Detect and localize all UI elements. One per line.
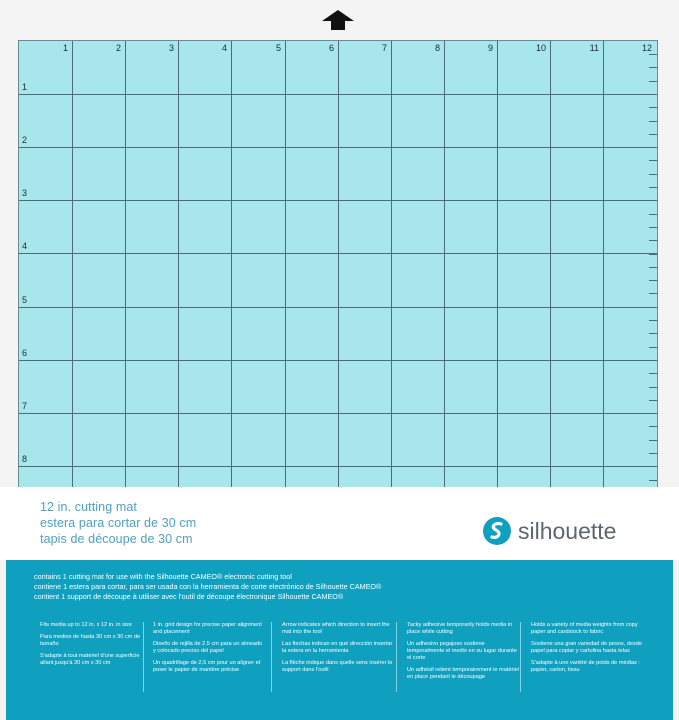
feature-text-en: 1 in. grid design for precise paper alignment and placement xyxy=(153,622,262,635)
feature-text-fr: S'adapte à tout matériel d'une superficie allant jusqu'à 30 cm x 30 cm xyxy=(40,653,140,666)
ruler-tick xyxy=(649,187,657,188)
ruler-tick xyxy=(649,440,657,441)
row-label: 2 xyxy=(22,135,28,145)
column-label: 6 xyxy=(328,43,334,53)
grid-horizontal-line xyxy=(19,94,657,95)
grid-horizontal-line xyxy=(19,360,657,361)
ruler-tick xyxy=(649,307,657,308)
ruler-tick xyxy=(649,214,657,215)
row-label: 5 xyxy=(22,295,28,305)
feature-adhesive xyxy=(407,622,519,686)
grid-vertical-line xyxy=(603,41,604,489)
ruler-tick xyxy=(649,400,657,401)
ruler-tick xyxy=(649,94,657,95)
ruler-tick xyxy=(649,293,657,294)
contains-english: contains 1 cutting mat for use with the Silhouette CAMEO® electronic cutting tool xyxy=(34,572,292,581)
ruler-tick xyxy=(649,67,657,68)
ruler-tick xyxy=(649,147,657,148)
contains-spanish: contiene 1 estera para cortar, para ser usada con la herramienta de corte electrónico de Silhouette CAMEO® xyxy=(34,582,382,591)
feature-text-es: Un adhesivo pegajoso sostiene temporalmente el medio en su lugar durante el corte xyxy=(407,641,517,661)
column-label: 5 xyxy=(275,43,281,53)
grid-horizontal-line xyxy=(19,413,657,414)
feature-text-fr: La flèche indique dans quelle sens insérer le support dans l'outil xyxy=(282,660,393,673)
feature-arrow xyxy=(282,622,394,679)
grid-vertical-line xyxy=(125,41,126,489)
column-label: 9 xyxy=(487,43,493,53)
contains-french: contient 1 support de découpe à utiliser avec l'outil de découpe électronique Silhouette CAMEO® xyxy=(34,592,344,601)
grid-vertical-line xyxy=(231,41,232,489)
ruler-tick xyxy=(649,121,657,122)
ruler-tick xyxy=(649,426,657,427)
feature-divider xyxy=(520,622,521,692)
cutting-grid xyxy=(18,40,658,490)
column-label: 12 xyxy=(641,43,652,53)
brand-name: silhouette xyxy=(518,517,617,544)
ruler-tick xyxy=(649,134,657,135)
feature-text-es: Las flechas indican en qué dirección insertar la estera en la herramienta xyxy=(282,641,393,654)
ruler-tick xyxy=(649,320,657,321)
feature-divider xyxy=(143,622,144,692)
grid-vertical-line xyxy=(178,41,179,489)
row-label: 4 xyxy=(22,241,28,251)
feature-text-en: Tacky adhesive temporarily holds media in place while cutting xyxy=(407,622,513,635)
column-label: 4 xyxy=(221,43,227,53)
title-spanish: estera para cortar de 30 cm xyxy=(40,516,197,530)
column-label: 2 xyxy=(115,43,121,53)
feature-text-en: Fits media up to 12 in. x 12 in. in size xyxy=(40,622,133,628)
up-arrow-icon xyxy=(322,10,354,30)
ruler-tick xyxy=(649,347,657,348)
feature-text-es: Sostiene una gran variedad de pesos, desde papel para copiar y cartulina hasta telas xyxy=(531,641,643,654)
column-label: 11 xyxy=(589,43,599,53)
grid-vertical-line xyxy=(338,41,339,489)
column-label: 3 xyxy=(168,43,174,53)
feature-text-es: Diseño de rejilla de 2.5 cm para un alineado y colocado preciso del papel xyxy=(153,641,263,654)
grid-vertical-line xyxy=(550,41,551,489)
brand-logo xyxy=(482,516,616,546)
row-label: 7 xyxy=(22,401,28,411)
feature-text-en: Arrow indicates which direction to insert the mat into the tool xyxy=(282,622,390,635)
ruler-tick xyxy=(649,466,657,467)
feature-divider xyxy=(396,622,397,692)
ruler-tick xyxy=(649,333,657,334)
title-french: tapis de découpe de 30 cm xyxy=(40,532,193,546)
ruler-tick xyxy=(649,160,657,161)
grid-vertical-line xyxy=(391,41,392,489)
ruler-tick xyxy=(649,453,657,454)
ruler-tick xyxy=(649,107,657,108)
column-label: 8 xyxy=(434,43,440,53)
ruler-tick xyxy=(649,227,657,228)
ruler-tick xyxy=(649,81,657,82)
column-label: 1 xyxy=(62,43,68,53)
row-label: 8 xyxy=(22,454,28,464)
feature-text-en: Holds a variety of media weights from copy paper and cardstock to fabric xyxy=(531,622,638,635)
grid-horizontal-line xyxy=(19,200,657,201)
grid-horizontal-line xyxy=(19,253,657,254)
row-label: 3 xyxy=(22,188,28,198)
row-label: 6 xyxy=(22,348,28,358)
ruler-tick xyxy=(649,174,657,175)
ruler-tick xyxy=(649,413,657,414)
ruler-tick xyxy=(649,360,657,361)
grid-vertical-line xyxy=(444,41,445,489)
ruler-tick xyxy=(649,480,657,481)
feature-text-fr: S'adapte à une variété de poids de médias : papier, carton, tissu xyxy=(531,660,640,673)
ruler-tick xyxy=(649,387,657,388)
ruler-tick xyxy=(649,240,657,241)
grid-horizontal-line xyxy=(19,307,657,308)
grid-vertical-line xyxy=(72,41,73,489)
title-english: 12 in. cutting mat xyxy=(40,500,137,514)
ruler-tick xyxy=(649,373,657,374)
ruler-tick xyxy=(649,54,657,55)
ruler-tick xyxy=(649,267,657,268)
feature-divider xyxy=(271,622,272,692)
grid-horizontal-line xyxy=(19,147,657,148)
ruler-tick xyxy=(649,280,657,281)
feature-text-es: Para medios de hasta 30 cm x 30 cm de tamaño xyxy=(40,634,141,647)
feature-size xyxy=(40,622,152,672)
feature-grid xyxy=(153,622,265,679)
feature-media xyxy=(531,622,647,679)
column-label: 7 xyxy=(381,43,387,53)
grid-vertical-line xyxy=(497,41,498,489)
grid-vertical-line xyxy=(285,41,286,489)
ruler-tick xyxy=(649,254,657,255)
ruler-tick xyxy=(649,200,657,201)
row-label: 1 xyxy=(22,82,28,92)
silhouette-logo-icon xyxy=(482,516,512,546)
column-label: 10 xyxy=(535,43,546,53)
feature-text-fr: Un quadrillage de 2,5 cm pour un aligner et poser le papier de manière précise xyxy=(153,660,261,673)
grid-horizontal-line xyxy=(19,466,657,467)
feature-text-fr: Un adhésif retient temporairement le matériel en place pendant le découpage xyxy=(407,667,519,680)
